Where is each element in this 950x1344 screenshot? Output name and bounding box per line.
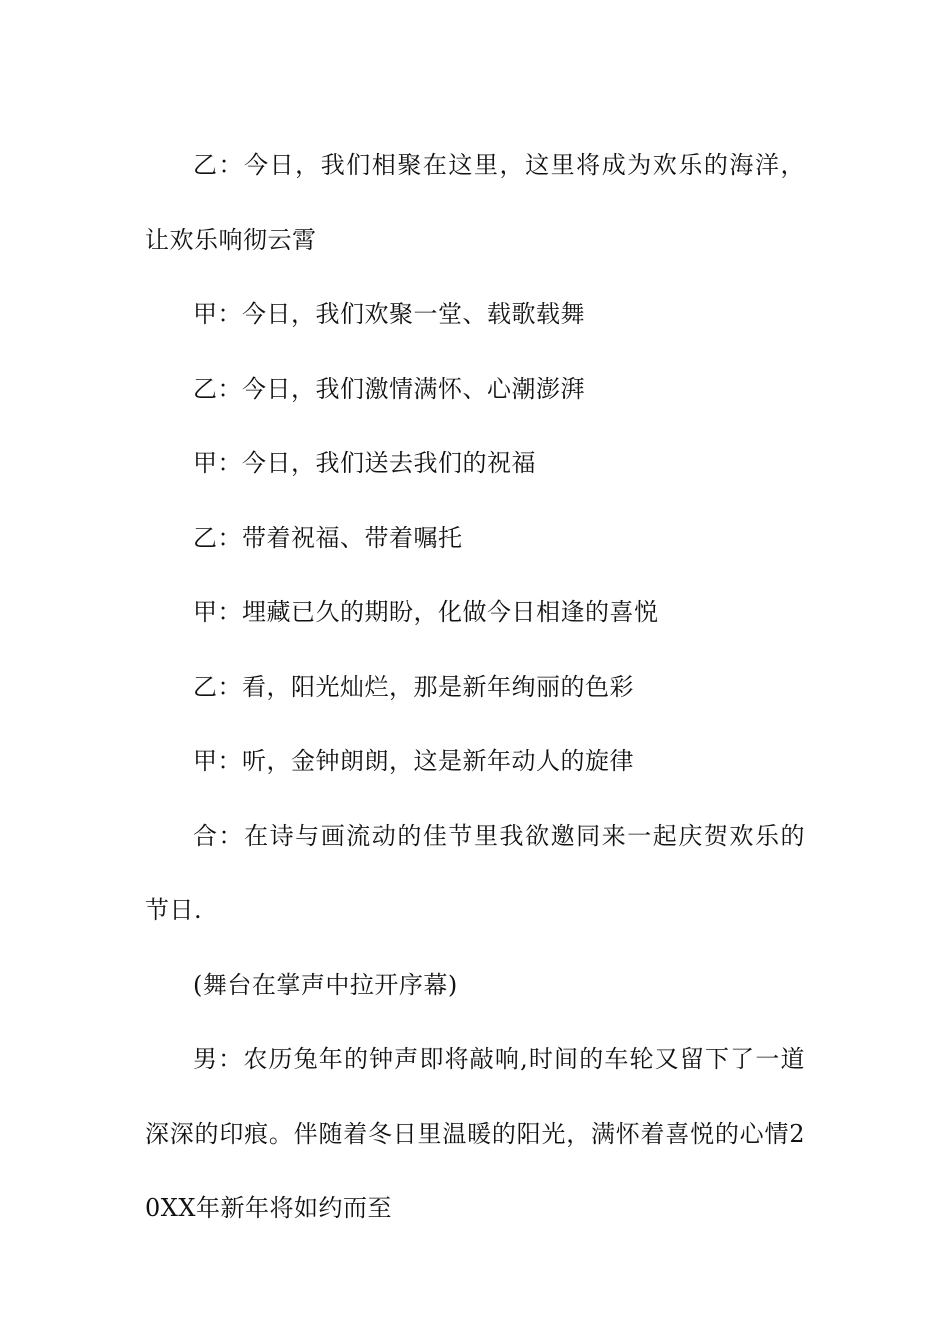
paragraph-10: (舞台在掌声中拉开序幕) <box>193 970 458 999</box>
paragraph-6: 甲：埋藏已久的期盼，化做今日相逢的喜悦 <box>193 598 659 626</box>
paragraph-2: 甲：今日，我们欢聚一堂、载歌载舞 <box>193 300 585 328</box>
paragraph-5: 乙：带着祝福、带着嘱托 <box>193 523 463 552</box>
paragraph-7: 乙：看，阳光灿烂，那是新年绚丽的色彩 <box>193 672 634 701</box>
paragraph-3: 乙：今日，我们激情满怀、心潮澎湃 <box>193 374 585 403</box>
paragraph-9: 合：在诗与画流动的佳节里我欲邀同来一起庆贺欢乐的节日. <box>145 821 805 924</box>
paragraph-8: 甲：听，金钟朗朗，这是新年动人的旋律 <box>193 747 634 775</box>
paragraph-4: 甲：今日，我们送去我们的祝福 <box>193 449 536 477</box>
paragraph-11: 男：农历兔年的钟声即将敲响,时间的车轮又留下了一道深深的印痕。伴随着冬日里温暖的阳光，满怀着喜悦的心情20XX年新年将如约而至 <box>145 1045 805 1222</box>
paragraph-1: 乙：今日，我们相聚在这里，这里将成为欢乐的海洋，让欢乐响彻云霄 <box>145 151 805 254</box>
document-body <box>145 128 805 1246</box>
